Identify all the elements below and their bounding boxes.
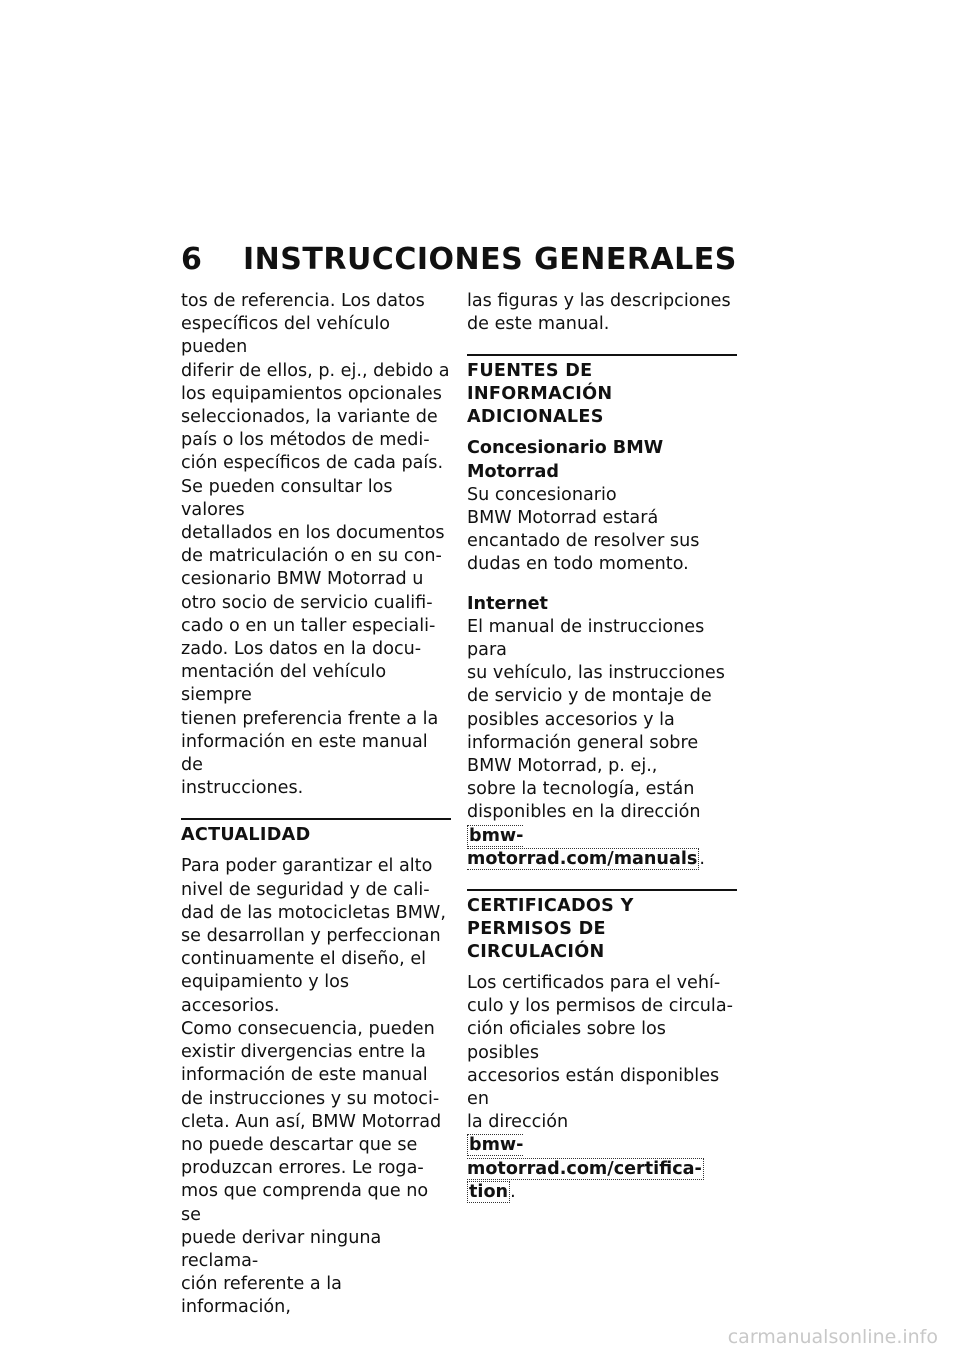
section-divider	[181, 818, 451, 820]
cert-paragraph	[467, 972, 737, 1204]
intro-continuation-paragraph: las figuras y las descripciones de este manual.	[467, 291, 731, 335]
left-column	[181, 290, 451, 1320]
manuals-link[interactable]: bmw-motorrad.com/manuals	[467, 825, 698, 869]
chapter-heading	[181, 242, 737, 277]
certification-link[interactable]: bmw-motorrad.com/certifica-	[467, 1135, 702, 1179]
section-divider	[467, 354, 737, 356]
right-column	[467, 290, 737, 1204]
section-title-fuentes: FUENTES DE INFORMACIÓN ADICIONALES	[467, 361, 613, 428]
internet-text: El manual de instrucciones para su vehículo, las instrucciones de servicio y de montaje de posibles accesorios y la información general sobre BMW Motorrad, p. ej., sobre la tecnología, están disponibles en la dirección	[467, 616, 725, 823]
cert-text: Los certificados para el vehí- culo y los permisos de circula- ción oficiales sobre los posibles accesorios están disponibles en la dirección	[467, 973, 733, 1133]
section-title-actualidad: ACTUALIDAD	[181, 825, 311, 846]
chapter-title: INSTRUCCIONES GENERALES	[243, 242, 737, 277]
section-title-certificados: CERTIFICADOS Y PERMISOS DE CIRCULACIÓN	[467, 896, 634, 963]
intro-paragraph: tos de referencia. Los datos específicos del vehículo pueden diferir de ellos, p. ej., debido a los equipamientos opcionales seleccionados, la variante de país o los métodos de medi- ción específicos de cada país. Se pueden consultar los valores detallados en los documentos de matriculación o en su con- cesionario BMW Motorrad u otro socio de servicio cualifi- cado o en un taller especiali- zado. Los datos en la docu- mentación del vehículo siempre tienen preferencia frente a la información en este manual de instrucciones.	[181, 291, 450, 799]
certification-link-continuation[interactable]: tion	[469, 1181, 509, 1202]
subsection-title-dealer: Concesionario BMW Motorrad	[467, 438, 664, 482]
subsection-title-internet: Internet	[467, 593, 548, 614]
chapter-number: 6	[181, 242, 203, 277]
actualidad-paragraph: Para poder garantizar el alto nivel de seguridad y de cali- dad de las motocicletas BMW, se desarrollan y perfeccionan continuamente el diseño, el equipamiento y los accesorios. Como consecuencia, pueden existir divergencias entre la información de este manual de instrucciones y su motoci- cleta. Aun así, BMW Motorrad no puede descartar que se produzcan errores. Le roga- mos que comprenda que no se puede derivar ninguna reclama- ción referente a la información,	[181, 856, 446, 1318]
watermark: carmanualsonline.info	[727, 1326, 938, 1348]
section-divider	[467, 889, 737, 891]
dealer-paragraph: Su concesionario BMW Motorrad estará encantado de resolver sus dudas en todo momento.	[467, 484, 700, 575]
internet-paragraph	[467, 616, 737, 871]
period: .	[699, 848, 705, 869]
spacer	[467, 577, 737, 587]
period: .	[510, 1181, 516, 1202]
